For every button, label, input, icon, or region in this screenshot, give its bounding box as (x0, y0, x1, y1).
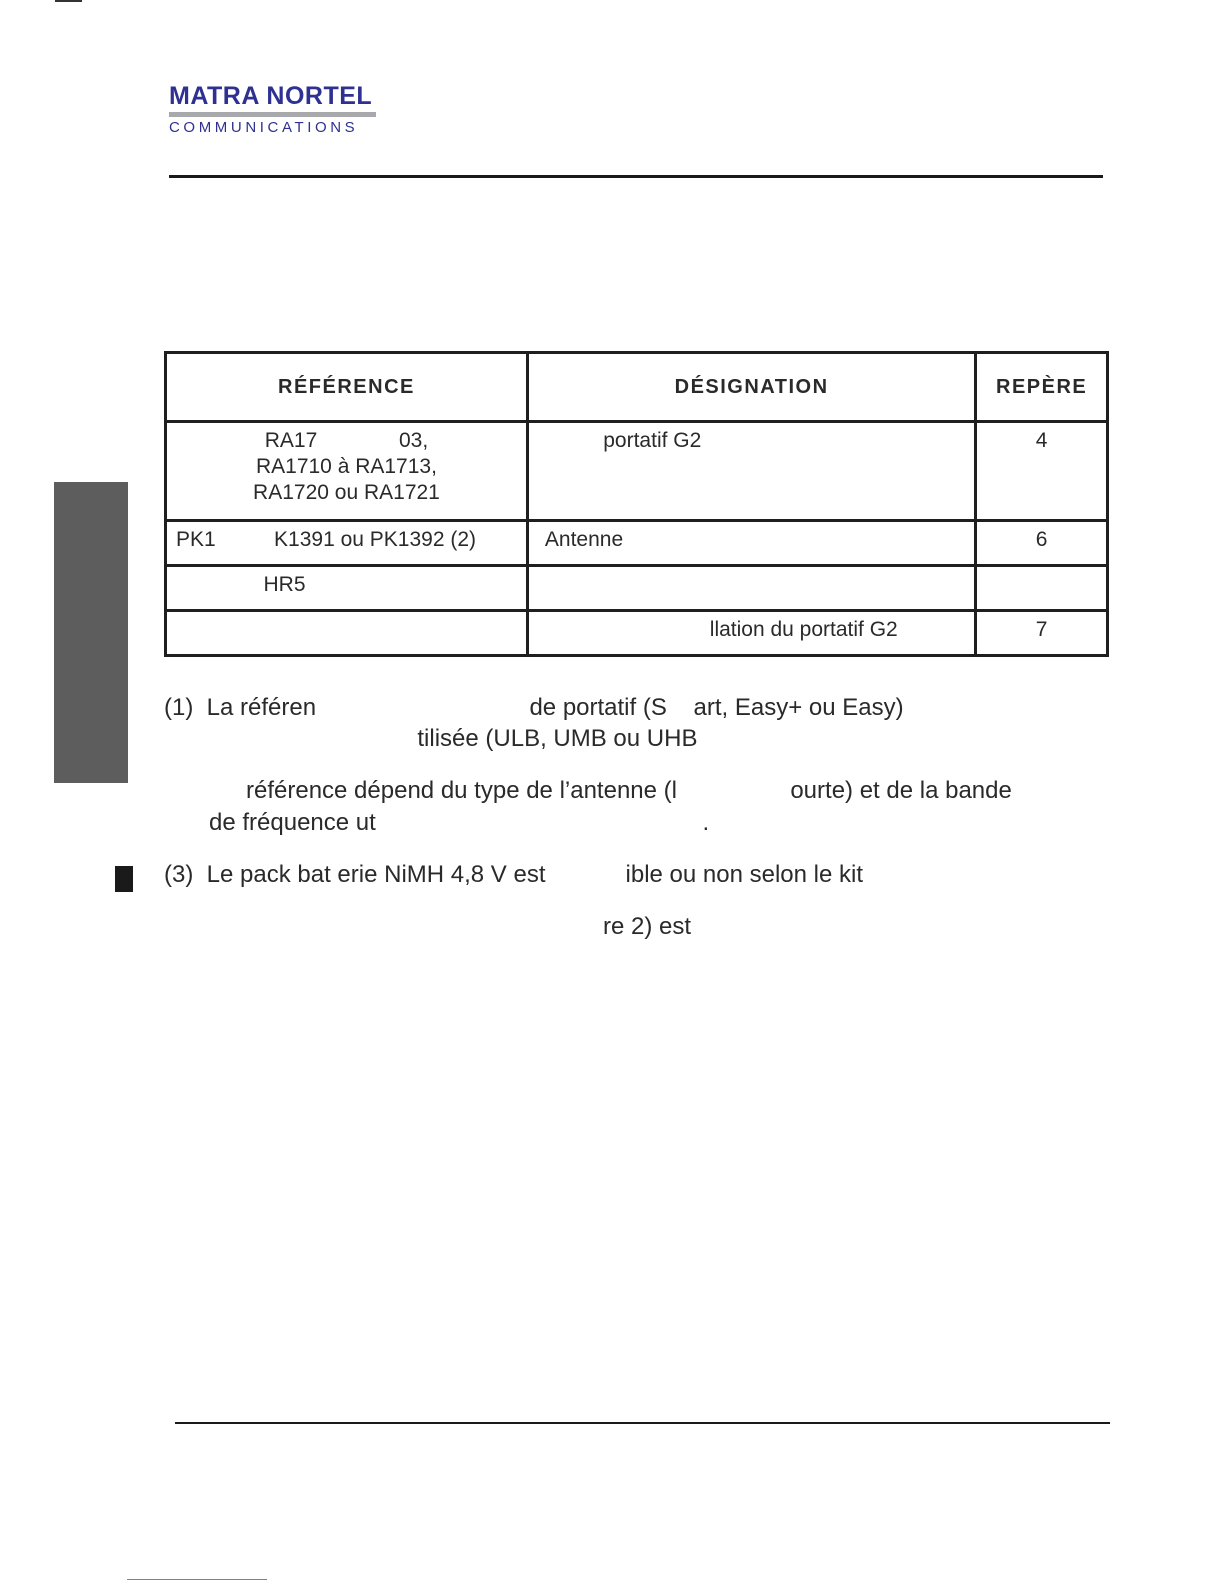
header-designation: DÉSIGNATION (527, 353, 975, 422)
revision-bar (115, 866, 133, 892)
header-reference: RÉFÉRENCE (166, 353, 528, 422)
cell-reference (166, 521, 528, 566)
section-tab (54, 482, 128, 783)
designation-text: llation du portatif G2 (528, 618, 898, 641)
table-row (166, 521, 1108, 566)
cell-designation (527, 521, 975, 566)
table-row (166, 422, 1108, 521)
footer-link-line (127, 1579, 267, 1580)
note-1-line-2: tilisée (ULB, UMB ou UHB (164, 725, 698, 752)
note-1-line-1: (1) La référen de portatif (S art, Easy+ ou Easy) (164, 694, 904, 721)
designation-text: Antenne (544, 528, 624, 551)
reference-text: PK1 K1391 ou PK1392 (2) (176, 528, 477, 551)
cell-reference (166, 611, 528, 656)
repere-text: 4 (1035, 429, 1048, 452)
cell-reference (166, 422, 528, 521)
note-2-line-1: référence dépend du type de l’antenne (l ourte) et de la bande (246, 777, 1012, 804)
reference-text: HR5 (176, 573, 306, 596)
table-row (166, 611, 1108, 656)
note-2-line-2: de fréquence ut . (209, 809, 710, 836)
logo-divider (169, 112, 376, 117)
cell-designation (527, 422, 975, 521)
cell-repere (976, 521, 1108, 566)
parts-table (164, 351, 1109, 657)
repere-text: 6 (1035, 528, 1048, 551)
header-rule (169, 175, 1103, 178)
note-4-line-1: re 2) est (603, 913, 692, 940)
table-row (166, 566, 1108, 611)
cell-repere (976, 611, 1108, 656)
note-3-line-1: (3) Le pack bat erie NiMH 4,8 V est ible ou non selon le kit (164, 861, 863, 888)
repere-text (977, 567, 1106, 572)
cell-repere (976, 566, 1108, 611)
cell-reference (166, 566, 528, 611)
designation-text (529, 567, 974, 572)
footer-rule (175, 1422, 1110, 1424)
corner-mark (55, 0, 82, 2)
cell-designation (527, 611, 975, 656)
reference-text (167, 612, 526, 617)
header-repere: REPÈRE (976, 353, 1108, 422)
table-header-row (166, 353, 1108, 422)
logo-wordmark: MATRA NORTEL (169, 82, 373, 110)
reference-text: RA17 03, RA1710 à RA1713, RA1720 ou RA1721 (253, 429, 440, 504)
company-logo (169, 82, 379, 137)
repere-text: 7 (1035, 618, 1048, 641)
logo-subtitle: COMMUNICATIONS (169, 119, 359, 136)
cell-designation (527, 566, 975, 611)
designation-text: portatif G2 (544, 429, 702, 452)
cell-repere (976, 422, 1108, 521)
